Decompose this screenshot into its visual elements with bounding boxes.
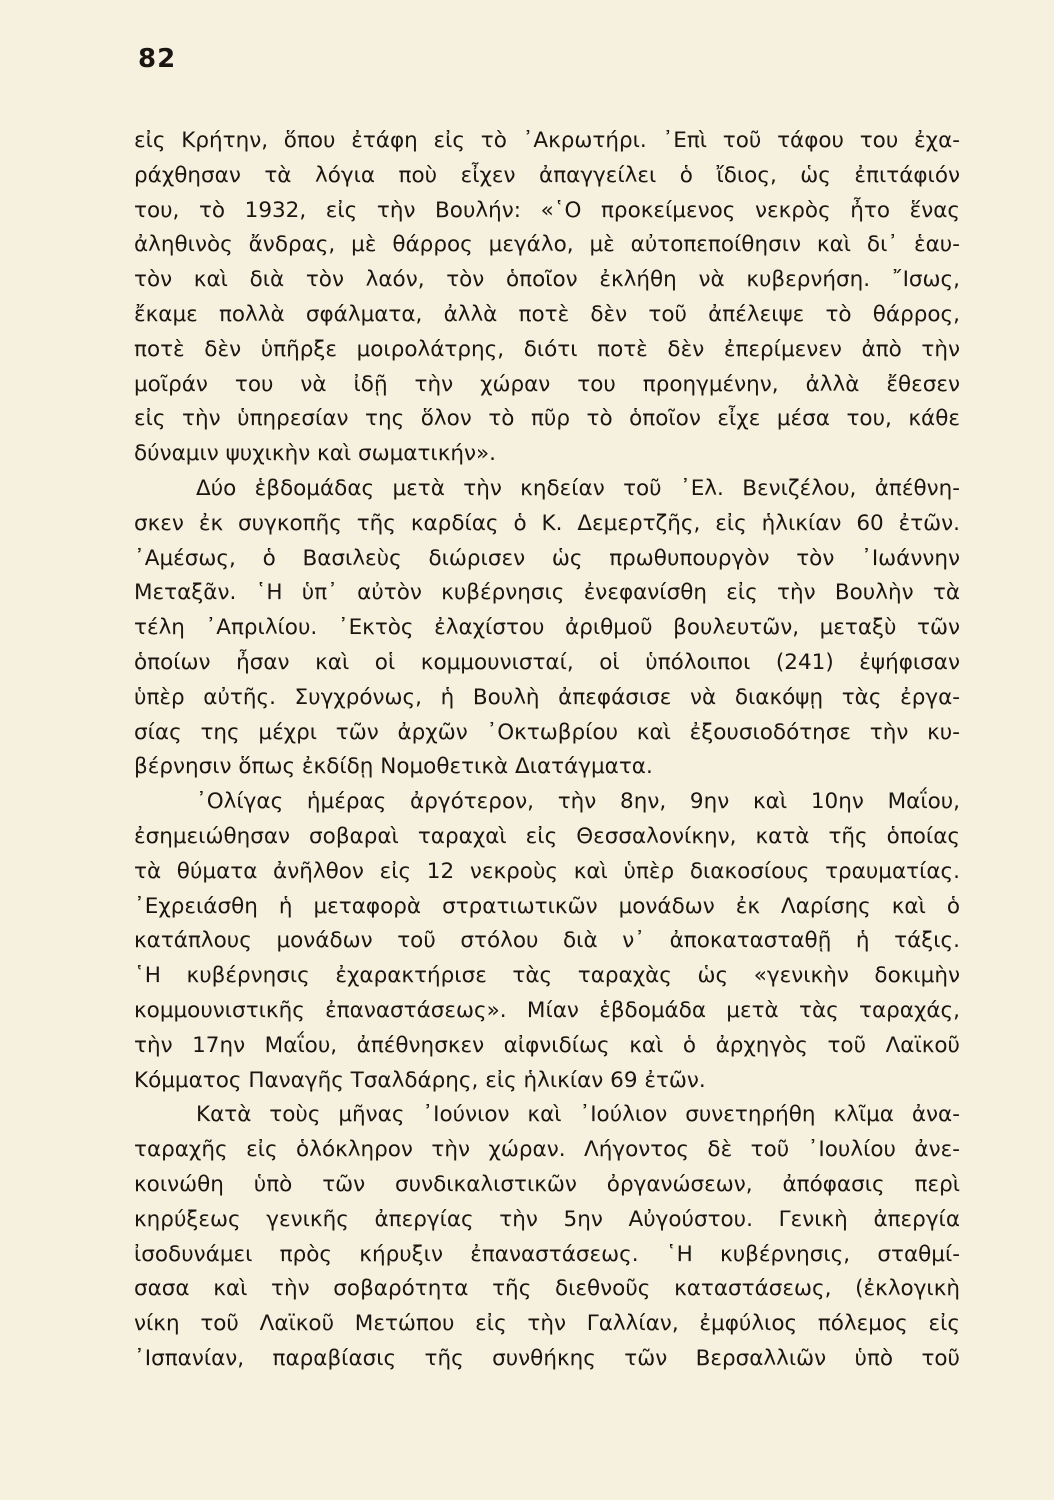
body-text: [134, 124, 960, 1377]
text-line: μοῖράν του νὰ ἰδῇ τὴν χώραν του προηγμένην, ἀλλὰ ἔθεσεν: [134, 371, 960, 397]
text-line: ᾿Ισπανίαν, παραβίασις τῆς συνθήκης τῶν Βερσαλλιῶν ὑπὸ τοῦ: [134, 1345, 960, 1371]
text-line: τὸν καὶ διὰ τὸν λαόν, τὸν ὁποῖον ἐκλήθη νὰ κυβερνήση. ῎Ισως,: [134, 267, 960, 293]
text-line: τὰ θύματα ἀνῆλθον εἰς 12 νεκροὺς καὶ ὑπὲρ διακοσίους τραυματίας.: [134, 858, 960, 884]
text-line: Δύο ἑβδομάδας μετὰ τὴν κηδείαν τοῦ ᾿Ελ. Βενιζέλου, ἀπέθνη-: [196, 475, 960, 501]
text-line: του, τὸ 1932, εἰς τὴν Βουλήν: «῾Ο προκείμενος νεκρὸς ἦτο ἕνας: [134, 197, 960, 223]
text-line: νίκη τοῦ Λαϊκοῦ Μετώπου εἰς τὴν Γαλλίαν, ἐμφύλιος πόλεμος εἰς: [134, 1311, 960, 1337]
text-line: ἀληθινὸς ἄνδρας, μὲ θάρρος μεγάλο, μὲ αὐτοπεποίθησιν καὶ δι᾿ ἑαυ-: [134, 232, 960, 258]
text-line: σκεν ἐκ συγκοπῆς τῆς καρδίας ὁ Κ. Δεμερτζῆς, εἰς ἡλικίαν 60 ἐτῶν.: [134, 510, 960, 536]
text-line: ἰσοδυνάμει πρὸς κήρυξιν ἐπαναστάσεως. ῾Η κυβέρνησις, σταθμί-: [134, 1241, 960, 1267]
text-line: βέρνησιν ὅπως ἐκδίδῃ Νομοθετικὰ Διατάγματα.: [134, 754, 653, 780]
text-line: ταραχῆς εἰς ὁλόκληρον τὴν χώραν. Λήγοντος δὲ τοῦ ᾿Ιουλίου ἀνε-: [134, 1137, 960, 1163]
text-line: κηρύξεως γενικῆς ἀπεργίας τὴν 5ην Αὐγούστου. Γενικὴ ἀπεργία: [134, 1206, 960, 1232]
text-line: ὁποίων ἦσαν καὶ οἱ κομμουνισταί, οἱ ὑπόλοιποι (241) ἐψήφισαν: [134, 649, 960, 675]
text-line: κομμουνιστικῆς ἐπαναστάσεως». Μίαν ἑβδομάδα μετὰ τὰς ταραχάς,: [134, 997, 960, 1023]
page-number: 82: [138, 44, 177, 74]
text-line: ποτὲ δὲν ὑπῆρξε μοιρολάτρης, διότι ποτὲ δὲν ἐπερίμενεν ἀπὸ τὴν: [134, 336, 960, 362]
text-line: ῾Η κυβέρνησις ἐχαρακτήρισε τὰς ταραχὰς ὡς «γενικὴν δοκιμὴν: [134, 963, 960, 989]
text-line: δύναμιν ψυχικὴν καὶ σωματικήν».: [134, 441, 496, 467]
text-line: Κατὰ τοὺς μῆνας ᾿Ιούνιον καὶ ᾿Ιούλιον συνετηρήθη κλῖμα ἀνα-: [196, 1102, 960, 1128]
text-line: ᾿Ολίγας ἡμέρας ἀργότερον, τὴν 8ην, 9ην καὶ 10ην Μαΐου,: [196, 789, 960, 815]
text-line: κατάπλους μονάδων τοῦ στόλου διὰ ν᾿ ἀποκατασταθῇ ἡ τάξις.: [134, 928, 960, 954]
text-line: ὑπὲρ αὐτῆς. Συγχρόνως, ἡ Βουλὴ ἀπεφάσισε νὰ διακόψῃ τὰς ἐργα-: [134, 684, 960, 710]
text-line: σασα καὶ τὴν σοβαρότητα τῆς διεθνοῦς καταστάσεως, (ἐκλογικὴ: [134, 1276, 960, 1302]
text-line: εἰς Κρήτην, ὅπου ἐτάφη εἰς τὸ ᾿Ακρωτήρι. ᾿Επὶ τοῦ τάφου του ἐχα-: [134, 128, 960, 153]
text-line: ράχθησαν τὰ λόγια ποὺ εἶχεν ἀπαγγείλει ὁ ἴδιος, ὡς ἐπιτάφιόν: [134, 162, 960, 188]
text-line: τὴν 17ην Μαΐου, ἀπέθνησκεν αἰφνιδίως καὶ ὁ ἀρχηγὸς τοῦ Λαϊκοῦ: [134, 1032, 960, 1058]
text-line: εἰς τὴν ὑπηρεσίαν της ὅλον τὸ πῦρ τὸ ὁποῖον εἶχε μέσα του, κάθε: [134, 406, 960, 432]
text-line: ᾿Εχρειάσθη ἡ μεταφορὰ στρατιωτικῶν μονάδων ἐκ Λαρίσης καὶ ὁ: [134, 893, 960, 919]
text-line: ᾿Αμέσως, ὁ Βασιλεὺς διώρισεν ὡς πρωθυπουργὸν τὸν ᾿Ιωάννην: [134, 545, 960, 571]
text-line: ἐσημειώθησαν σοβαραὶ ταραχαὶ εἰς Θεσσαλονίκην, κατὰ τῆς ὁποίας: [134, 823, 960, 849]
text-line: Μεταξᾶν. ῾Η ὑπ᾿ αὐτὸν κυβέρνησις ἐνεφανίσθη εἰς τὴν Βουλὴν τὰ: [134, 580, 960, 606]
text-line: τέλη ᾿Απριλίου. ᾿Εκτὸς ἐλαχίστου ἀριθμοῦ βουλευτῶν, μεταξὺ τῶν: [134, 615, 960, 641]
text-line: Κόμματος Παναγῆς Τσαλδάρης, εἰς ἡλικίαν 69 ἐτῶν.: [134, 1067, 706, 1093]
text-line: ἔκαμε πολλὰ σφάλματα, ἀλλὰ ποτὲ δὲν τοῦ ἀπέλειψε τὸ θάρρος,: [134, 301, 960, 327]
text-line: κοινώθη ὑπὸ τῶν συνδικαλιστικῶν ὀργανώσεων, ἀπόφασις περὶ: [134, 1171, 960, 1197]
text-line: σίας της μέχρι τῶν ἀρχῶν ᾿Οκτωβρίου καὶ ἐξουσιοδότησε τὴν κυ-: [134, 719, 960, 745]
